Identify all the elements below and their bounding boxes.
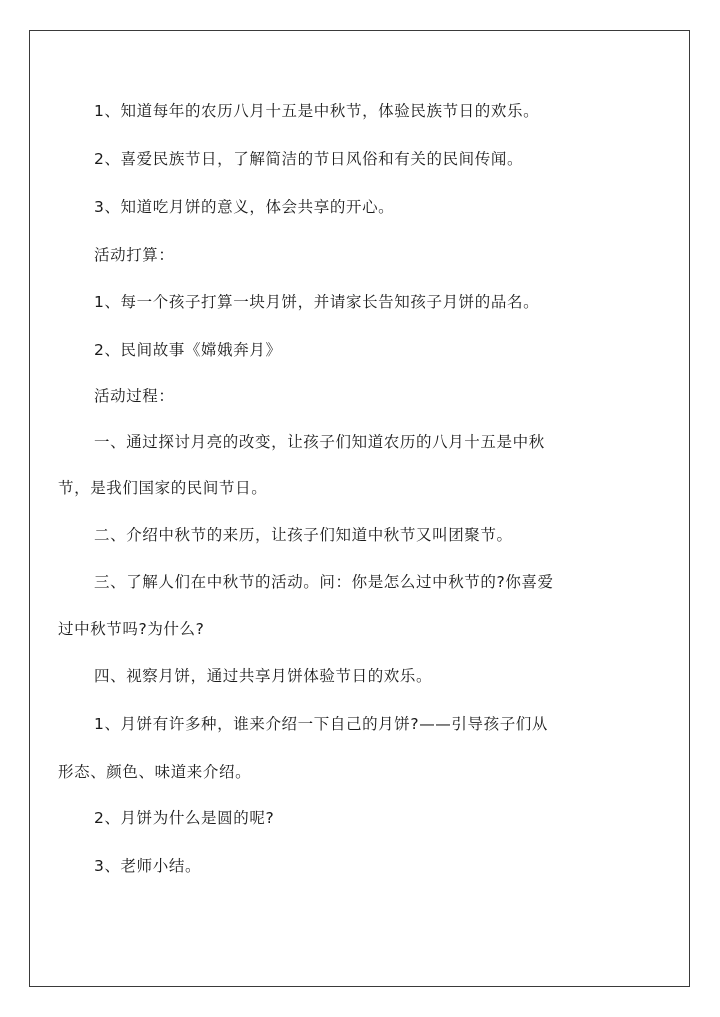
substep-1-line-2: 形态、颜色、味道来介绍。: [58, 763, 252, 781]
preparation-2: 2、民间故事《嫦娥奔月》: [94, 341, 282, 359]
section-heading-process: 活动过程：: [94, 387, 175, 405]
preparation-1: 1、每一个孩子打算一块月饼，并请家长告知孩子月饼的品名。: [94, 293, 540, 311]
substep-2: 2、月饼为什么是圆的呢?: [94, 809, 275, 827]
process-step-2: 二、介绍中秋节的来历，让孩子们知道中秋节又叫团聚节。: [94, 526, 513, 544]
process-step-3-line-2: 过中秋节吗?为什么?: [58, 620, 205, 638]
goal-1: 1、知道每年的农历八月十五是中秋节，体验民族节日的欢乐。: [94, 102, 540, 120]
substep-3: 3、老师小结。: [94, 857, 202, 875]
page-frame: [29, 30, 690, 987]
goal-3: 3、知道吃月饼的意义，体会共享的开心。: [94, 198, 395, 216]
section-heading-preparation: 活动打算：: [94, 246, 175, 264]
substep-1-line-1: 1、月饼有许多种，谁来介绍一下自己的月饼?——引导孩子们从: [94, 715, 548, 733]
process-step-3-line-1: 三、了解人们在中秋节的活动。问：你是怎么过中秋节的?你喜爱: [94, 573, 554, 591]
process-step-4: 四、视察月饼，通过共享月饼体验节日的欢乐。: [94, 667, 433, 685]
process-step-1-line-2: 节，是我们国家的民间节日。: [58, 479, 268, 497]
goal-2: 2、喜爱民族节日，了解简洁的节日风俗和有关的民间传闻。: [94, 150, 524, 168]
process-step-1-line-1: 一、通过探讨月亮的改变，让孩子们知道农历的八月十五是中秋: [94, 433, 545, 451]
